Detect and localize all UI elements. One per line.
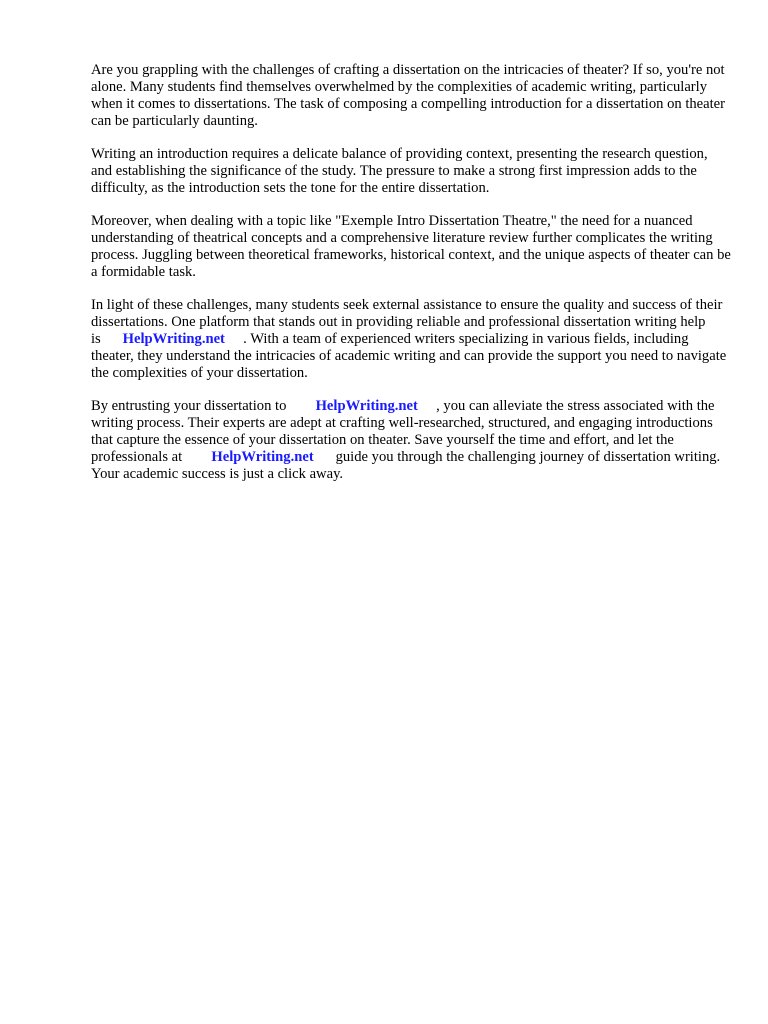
paragraph-4-text-before: In light of these challenges, many students seek external assistance to ensure the quality and success of their dissertations. One platform that stands out in providing reliable and professional dissertation writing help is [91,297,723,347]
helpwriting-link-3[interactable]: HelpWriting.net [211,449,314,465]
paragraph-1: Are you grappling with the challenges of crafting a dissertation on the intricacies of theater? If so, you're not alone. Many students find themselves overwhelmed by the complexities of academic writing, particularly when it comes to dissertations. The task of composing a compelling introduction for a dissertation on theater can be particularly daunting. [91,62,726,129]
paragraph-5-text-middle: , you can alleviate the stress associated with the writing process. Their experts are adept at crafting well-researched, structured, and engaging introductions that capture the essence of your dissertation on theater. Save yourself the time and effort, and let the professionals at [91,398,715,465]
paragraph-5 [91,398,731,483]
document-body [91,62,731,499]
paragraph-2: Writing an introduction requires a delicate balance of providing context, presenting the research question, and establishing the significance of the study. The pressure to make a strong first impression adds to the difficulty, as the introduction sets the tone for the entire dissertation. [91,146,708,196]
paragraph-3: Moreover, when dealing with a topic like "Exemple Intro Dissertation Theatre," the need for a nuanced understanding of theatrical concepts and a comprehensive literature review further complicates the writing process. Juggling between theoretical frameworks, historical context, and the unique aspects of theater can be a formidable task. [91,213,731,280]
helpwriting-link-1[interactable]: HelpWriting.net [122,331,225,347]
helpwriting-link-2[interactable]: HelpWriting.net [315,398,418,414]
paragraph-4-text-after: . With a team of experienced writers specializing in various fields, including theater, they understand the intricacies of academic writing and can provide the support you need to navigate the complexities of your dissertation. [91,331,727,381]
paragraph-5-text-after: guide you through the challenging journey of dissertation writing. Your academic success is just a click away. [91,449,721,482]
paragraph-4 [91,297,731,382]
paragraph-5-text-before: By entrusting your dissertation to [91,398,287,414]
